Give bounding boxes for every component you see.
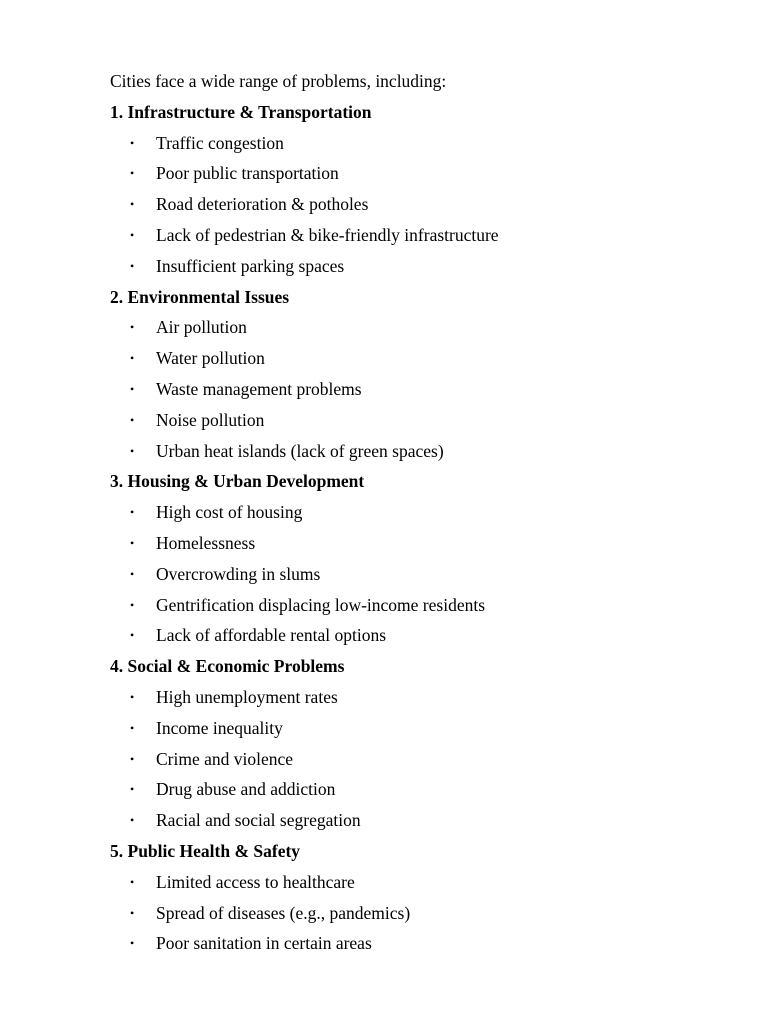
- list-item-text: High cost of housing: [156, 502, 303, 523]
- bullet-icon: •: [130, 443, 135, 458]
- list-item: [110, 436, 730, 467]
- bullet-icon: •: [130, 412, 135, 427]
- list-item: [110, 189, 730, 220]
- bullet-icon: •: [130, 597, 135, 612]
- bullet-icon: •: [130, 351, 135, 366]
- section-environmental: [110, 282, 730, 467]
- bullet-icon: •: [130, 720, 135, 735]
- list-item: [110, 528, 730, 559]
- list-item: [110, 559, 730, 590]
- list-item: [110, 774, 730, 805]
- section-heading: 4. Social & Economic Problems: [110, 656, 345, 677]
- bullet-icon: •: [130, 689, 135, 704]
- bullet-icon: •: [130, 566, 135, 581]
- section-heading: 2. Environmental Issues: [110, 286, 290, 307]
- section-housing: [110, 466, 730, 651]
- list-item: [110, 220, 730, 251]
- list-item-text: Traffic congestion: [156, 132, 284, 153]
- list-item: [110, 898, 730, 929]
- bullet-icon: •: [130, 166, 135, 181]
- bullet-icon: •: [130, 628, 135, 643]
- list-item-text: Limited access to healthcare: [156, 871, 355, 892]
- list-item: [110, 405, 730, 436]
- list-item: [110, 744, 730, 775]
- list-item: [110, 128, 730, 159]
- list-item-text: Overcrowding in slums: [156, 563, 321, 584]
- list-item-text: Poor public transportation: [156, 163, 339, 184]
- bullet-icon: •: [130, 197, 135, 212]
- section-heading: 1. Infrastructure & Transportation: [110, 101, 372, 122]
- list-item: [110, 928, 730, 959]
- list-item-text: Air pollution: [156, 317, 247, 338]
- list-item-text: Crime and violence: [156, 748, 294, 769]
- list-item-text: Lack of pedestrian & bike-friendly infrastructure: [156, 224, 499, 245]
- list-item-text: Water pollution: [156, 348, 265, 369]
- bullet-icon: •: [130, 905, 135, 920]
- list-item-text: Waste management problems: [156, 378, 362, 399]
- list-item-text: Racial and social segregation: [156, 810, 361, 831]
- list-item-text: Gentrification displacing low-income residents: [156, 594, 486, 615]
- list-item-text: Income inequality: [156, 717, 283, 738]
- list-item-text: Insufficient parking spaces: [156, 255, 345, 276]
- section-public-health: [110, 836, 730, 959]
- list-item: [110, 805, 730, 836]
- list-item-text: Noise pollution: [156, 409, 265, 430]
- bullet-icon: •: [130, 227, 135, 242]
- list-item: [110, 158, 730, 189]
- bullet-icon: •: [130, 874, 135, 889]
- list-item: [110, 497, 730, 528]
- intro-text: Cities face a wide range of problems, including:: [110, 71, 447, 91]
- document-body: [110, 66, 730, 959]
- section-heading: 3. Housing & Urban Development: [110, 471, 365, 492]
- bullet-icon: •: [130, 135, 135, 150]
- section-infrastructure: [110, 97, 730, 282]
- list-item-text: Homelessness: [156, 532, 256, 553]
- list-item: [110, 251, 730, 282]
- bullet-icon: •: [130, 751, 135, 766]
- bullet-icon: •: [130, 936, 135, 951]
- section-heading: 5. Public Health & Safety: [110, 840, 301, 861]
- list-item: [110, 343, 730, 374]
- list-item-text: Poor sanitation in certain areas: [156, 933, 372, 954]
- list-item: [110, 590, 730, 621]
- list-item: [110, 682, 730, 713]
- list-item: [110, 620, 730, 651]
- list-item: [110, 374, 730, 405]
- list-item: [110, 713, 730, 744]
- list-item-text: Lack of affordable rental options: [156, 625, 387, 646]
- bullet-icon: •: [130, 381, 135, 396]
- list-item-text: High unemployment rates: [156, 686, 338, 707]
- list-item-text: Road deterioration & potholes: [156, 194, 369, 215]
- list-item: [110, 867, 730, 898]
- section-social-economic: [110, 651, 730, 836]
- list-item: [110, 312, 730, 343]
- list-item-text: Drug abuse and addiction: [156, 779, 336, 800]
- bullet-icon: •: [130, 813, 135, 828]
- bullet-icon: •: [130, 782, 135, 797]
- list-item-text: Urban heat islands (lack of green spaces): [156, 440, 444, 461]
- list-item-text: Spread of diseases (e.g., pandemics): [156, 902, 411, 923]
- bullet-icon: •: [130, 320, 135, 335]
- bullet-icon: •: [130, 258, 135, 273]
- bullet-icon: •: [130, 535, 135, 550]
- bullet-icon: •: [130, 505, 135, 520]
